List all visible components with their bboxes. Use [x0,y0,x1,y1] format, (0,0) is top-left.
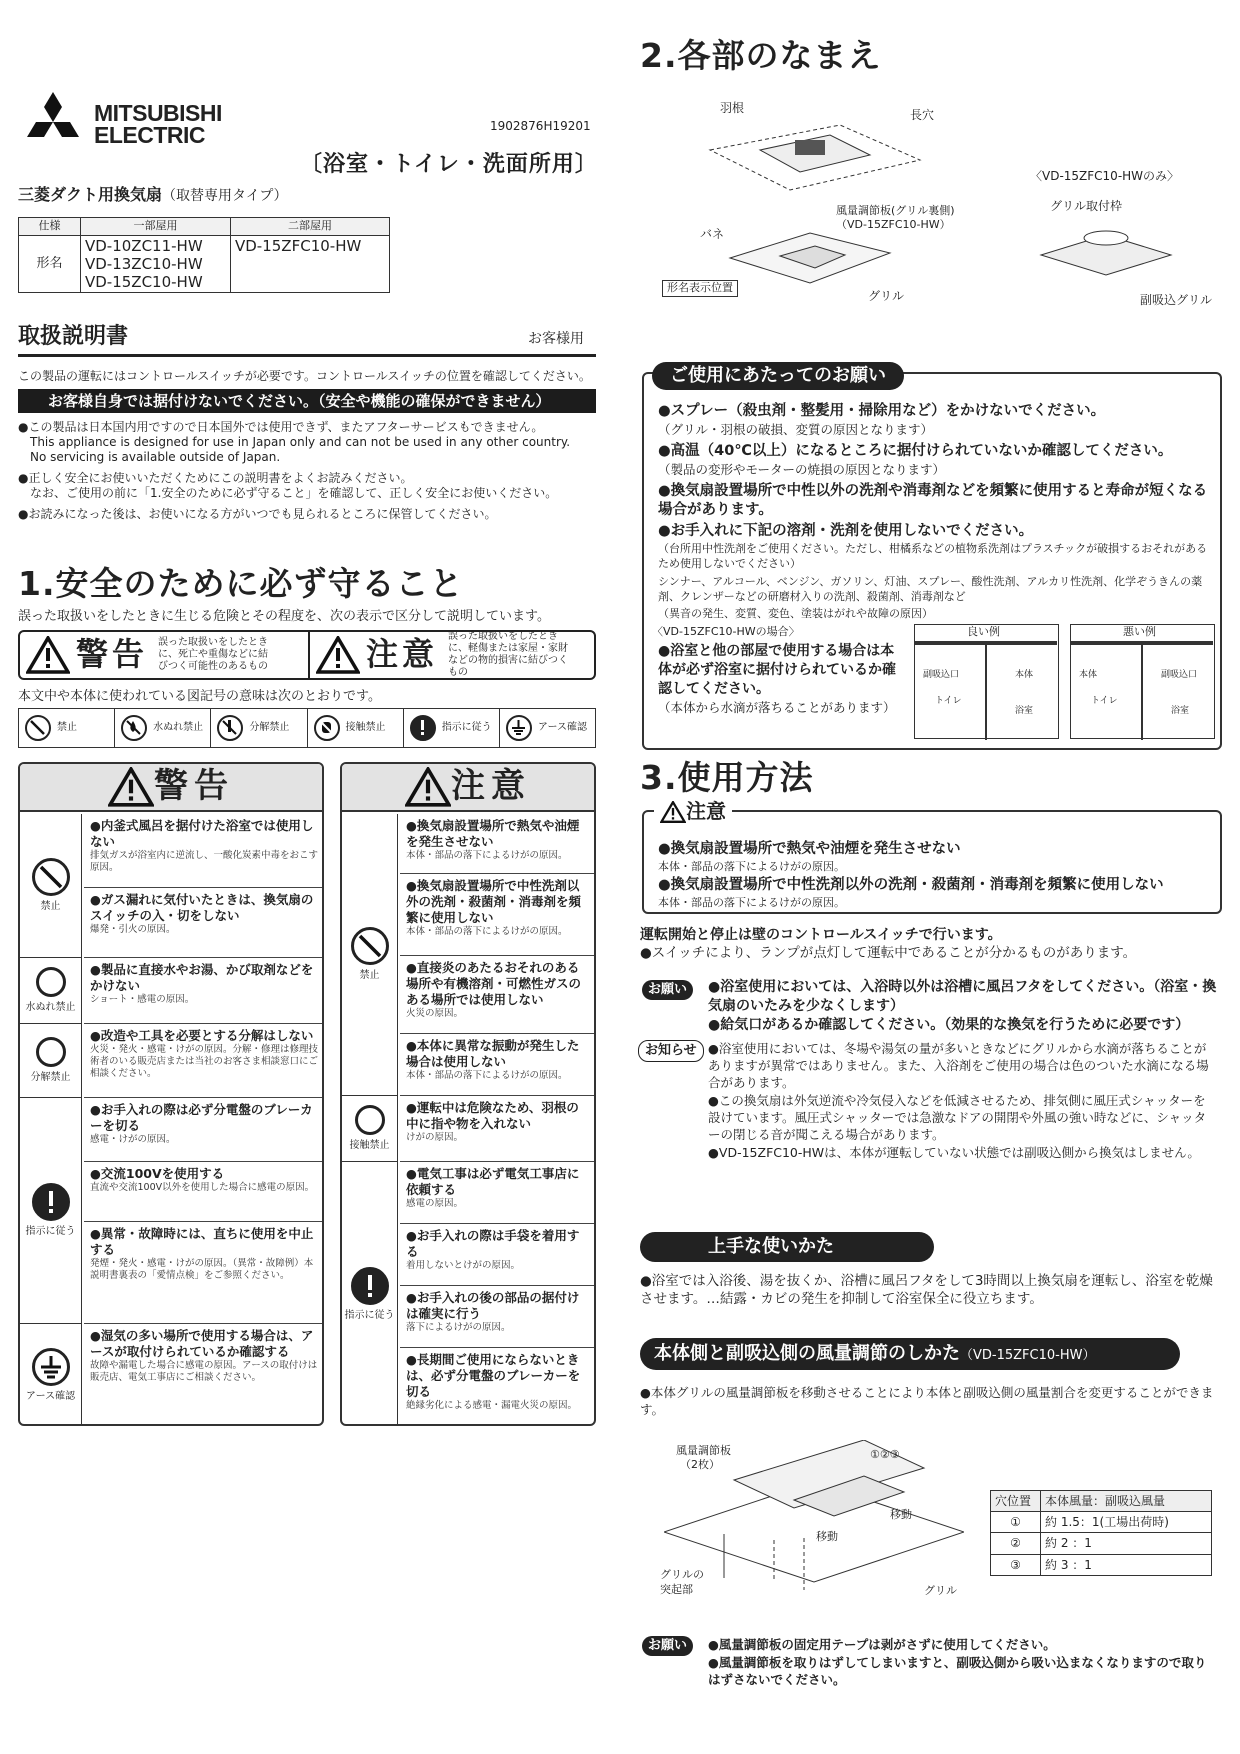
ratio-cell: ③ [991,1554,1041,1575]
request-heading: ●換気扇設置場所で中性以外の洗剤や消毒剤などを頻繁に使用すると寿命が短くなる場合があります。 [658,483,1208,518]
caution-panel-head [342,764,594,812]
item-heading: ●換気扇設置場所で中性洗剤以外の洗剤・殺菌剤・消毒剤を頻繁に使用しない [406,878,582,925]
warning-legend [26,636,306,674]
spec-table [18,217,390,293]
caution-legend [316,631,596,678]
item-heading: ●直接炎のあたるおそれのある場所や有機溶剤・可燃性ガスのある場所では使用しない [406,960,582,1007]
symbol-label: 水ぬれ禁止 [153,722,204,734]
request-item [658,482,1218,520]
ratio-cell: 約 2 ：1 [1041,1533,1212,1554]
notice-bar: お客様自身では据付けないでください。（安全や機能の確保ができません） [18,389,596,413]
item-subtext: 感電の原因。 [406,1198,464,1209]
symbol-label: 接触禁止 [345,722,386,734]
spec-header-spec: 仕様 [19,218,81,236]
caution-heading: ●換気扇設置場所で熱気や油煙を発生させない [658,841,961,857]
category-label: 接触禁止 [349,1139,390,1151]
label-name-plate: 形名表示位置 [662,280,738,297]
label-damper: 風量調節板(グリル裏側) [836,204,955,217]
ratio-row [991,1512,1212,1533]
category-no-disassembly [20,1024,82,1098]
caution-item [400,956,596,1034]
usage-caution-item [658,876,1218,910]
prohibited-icon [351,927,389,965]
label-grille: グリル [868,289,905,303]
zfc-item [658,642,898,716]
spec-row-label: 形名 [19,235,81,292]
adjust-title-bar [640,1338,1180,1370]
symbol-label: 禁止 [57,722,77,734]
warning-triangle-icon [26,636,70,674]
bad-example [1070,624,1215,739]
symbol-instruction [404,709,500,747]
warning-word: 警告 [76,635,149,674]
prohibited-icon [25,715,51,741]
wall-line [1141,645,1143,740]
item-subtext: 火災の原因。 [406,1008,464,1019]
request-subtext: （台所用中性洗剤をご使用ください。ただし、柑橘系などの植物系洗剤はプラスチックが破損するおそれがあるため使用しないでください） [658,542,1208,570]
label-two-pieces: （2枚） [680,1458,720,1471]
tips-text: ●浴室では入浴後、湯を抜くか、浴槽に風呂フタをして3時間以上換気扇を運転し、浴室を乾燥させます。…結露・カビの発生を抑制して浴室保全に役立ちます。 [640,1273,1213,1307]
symbol-label: 分解禁止 [249,722,290,734]
ratio-header-position: 穴位置 [991,1491,1041,1512]
caution-item [400,1348,596,1426]
intro-bullet: ●正しく安全にお使いいただくためにこの説明書をよくお読みください。 [18,471,413,485]
warning-item [84,1222,324,1324]
no-disassembly-icon [217,715,243,741]
item-heading: ●本体に異常な振動が発生した場合は使用しない [406,1038,580,1069]
model-name: VD-15ZC10-HW [85,272,203,291]
warning-item [84,1324,324,1426]
category-label: 禁止 [359,969,380,981]
tips-title: 上手な使いかた [640,1232,934,1262]
item-heading: ●お手入れの際は手袋を着用する [406,1228,580,1259]
item-heading: ●長期間ご使用にならないときは、必ず分電盤のブレーカーを切る [406,1352,581,1399]
category-label: 禁止 [40,900,61,912]
item-subtext: 直流や交流100V以外を使用した場合に感電の原因。 [90,1182,315,1193]
spec-header-two-room: 二部屋用 [231,218,390,236]
ratio-row [991,1533,1212,1554]
symbol-label: 指示に従う [441,722,492,734]
request-item [658,442,1218,478]
intro-bullet: ●この製品は日本国内用ですので日本国外では使用できず、またアフターサービスもできません。 [18,420,544,434]
warning-item [84,814,324,888]
caution-heading: ●換気扇設置場所で中性洗剤以外の洗剤・殺菌剤・消毒剤を頻繁に使用しない [658,877,1164,893]
zfc-heading: ●浴室と他の部屋で使用する場合は本体が必ず浴室に据付けられているか確認してください。 [658,643,896,697]
oshirase-item: ●VD-15ZFC10-HWは、本体が運転していない状態では副吸込側から換気はしません。 [708,1145,1200,1160]
instruction-icon [351,1267,389,1305]
item-heading: ●異常・故障時には、直ちに使用を中止する [90,1226,314,1257]
caution-item [400,1034,596,1096]
warning-description: 誤った取扱いをしたときに、死亡や重傷などに結びつく可能性のあるもの [158,637,269,672]
intro-bullet: No servicing is available outside of Japan. [30,450,281,464]
label-sub-inlet: 副吸込口 [1161,670,1198,680]
no-disassembly-icon [36,1037,66,1067]
warning-panel [18,762,324,1426]
request-subtext: （グリル・羽根の破損、変質の原因となります） [658,422,934,437]
caution-item [400,1096,596,1162]
caution-subtext: 本体・部品の落下によるけがの原因。 [658,896,845,909]
prohibited-icon [32,858,70,896]
intro-bullet: なお、ご使用の前に「1.安全のために必ず守ること」を確認して、正しく安全にお使いください。 [30,486,558,500]
item-heading: ●換気扇設置場所で熱気や油煙を発生させない [406,818,580,849]
grille-diagram [720,228,900,288]
oshirase-item: ●浴室使用においては、冬場や湯気の量が多いときなどにグリルから水滴が落ちることがありますが異常ではありません。また、入浴剤をご使用の場合は色のついた水滴になる場合があります。 [708,1041,1209,1090]
label-grille-frame: グリル取付枠 [1050,199,1123,213]
adjust-title: 本体側と副吸込側の風量調節のしかた [654,1343,960,1364]
good-example [914,624,1059,739]
section2-title: 2.各部のなまえ [640,36,882,75]
wall-line [985,645,987,740]
label-spring: バネ [700,227,725,241]
instruction-icon [32,1183,70,1221]
ground-icon [32,1348,70,1386]
category-prohibited [342,814,398,1096]
no-water-icon [121,715,147,741]
usage-label: 〔浴室・トイレ・洗面所用〕 [300,152,598,177]
item-heading: ●運転中は危険なため、羽根の中に指や物を入れない [406,1100,579,1131]
item-heading: ●電気工事は必ず電気工事店に依頼する [406,1166,580,1197]
usage-caution-box [642,810,1222,914]
item-subtext: 本体・部品の落下によるけがの原因。 [406,850,568,861]
ratio-cell: ② [991,1533,1041,1554]
model-name: VD-13ZC10-HW [85,254,203,273]
category-label: 指示に従う [344,1310,395,1322]
sub-grille-diagram [1036,220,1176,280]
caution-triangle-icon [316,636,360,674]
category-label: 水ぬれ禁止 [25,1001,76,1013]
category-label: 分解禁止 [30,1071,71,1083]
item-heading: ●製品に直接水やお湯、かび取剤などをかけない [90,962,314,993]
category-label: 指示に従う [25,1225,76,1237]
divider [308,632,310,678]
request-heading: ●スプレー（殺虫剤・整髪用・掃除用など）をかけないでください。 [658,403,1106,419]
caution-subtext: 本体・部品の落下によるけがの原因。 [658,860,845,873]
label-sub-grille: 副吸込グリル [1140,293,1213,307]
item-subtext: 絶縁劣化による感電・漏電火災の原因。 [406,1400,578,1411]
label-sub-inlet: 副吸込口 [923,670,960,680]
adjust-model: （VD-15ZFC10-HW） [960,1348,1096,1363]
item-subtext: 爆発・引火の原因。 [90,924,176,935]
onegai-tag: お願い [642,980,693,1000]
intro-bullet: This appliance is designed for use in Japan only and can not be used in any other country. [30,435,571,449]
item-heading: ●改造や工具を必要とする分解はしない [90,1028,314,1043]
ratio-cell: 約 1.5：1(工場出荷時) [1041,1512,1212,1533]
usage-requests-box [642,372,1222,750]
caution-panel-title: 注意 [451,766,531,807]
caution-triangle-icon [660,801,686,823]
item-heading: ●ガス漏れに気付いたときは、換気扇のスイッチの入・切をしない [90,892,314,923]
label-grille-bump: グリルの突起部 [660,1568,704,1596]
caution-item [400,814,596,874]
caution-item [400,1286,596,1348]
caution-item [400,874,596,956]
caution-triangle-icon [405,767,451,807]
usage-caution-head [654,798,732,825]
item-subtext: ショート・感電の原因。 [90,994,195,1005]
onegai-item: ●給気口があるか確認してください。（効果的な換気を行うために必要です） [708,1017,1190,1033]
item-subtext: 本体・部品の落下によるけがの原因。 [406,926,568,937]
label-body: 本体 [1079,670,1098,680]
symbol-no-touch [308,709,404,747]
adjust-description: ●本体グリルの風量調節板を移動させることにより本体と副吸込側の風量割合を変更することができます。 [640,1385,1214,1417]
item-subtext: 発煙・発火・感電・けがの原因。（異常・故障例）本説明書裏表の「愛情点検」をご参照ください。 [90,1258,314,1281]
ground-icon [506,715,532,741]
brand-line-2: ELECTRIC [94,122,205,148]
item-subtext: 着用しないとけがの原因。 [406,1260,521,1271]
label-only-note: 〈VD-15ZFC10-HWのみ〉 [1030,169,1180,183]
caution-description: 誤った取扱いをしたときに、軽傷または家屋・家財などの物的損害に結びつくもの [448,631,569,678]
symbol-legend [18,708,596,748]
oshirase-tag: お知らせ [638,1040,704,1062]
symbols-lead: 本文中や本体に使われている図記号の意味は次のとおりです。 [18,689,381,704]
ratio-header-ratio: 本体風量：副吸込風量 [1041,1491,1212,1512]
product-name: 三菱ダクト用換気扇 [18,185,163,204]
section1-lead: 誤った取扱いをしたときに生じる危険とその程度を、次の表示で区分して説明しています。 [18,609,550,624]
final-onegai-tag: お願い [642,1636,693,1656]
ceiling-fan-diagram [700,110,930,210]
category-no-touch [342,1096,398,1162]
hazard-legend [18,630,596,680]
onegai-item: ●浴室使用においては、入浴時以外は浴槽に風呂フタをしてください。（浴室・換気扇のいたみを少なくします） [708,979,1217,1014]
three-diamonds-icon [18,92,88,152]
item-subtext: 故障や漏電した場合に感電の原因。アースの取付けは販売店、電気工事店にご相談ください。 [90,1360,318,1383]
category-label: アース確認 [25,1391,76,1403]
category-instruction [342,1162,398,1426]
final-note: ●風量調節板を取りはずしてしまいますと、副吸込側から吸い込まなくなりますので取りはずさないでください。 [708,1655,1207,1687]
item-subtext: 感電・けがの原因。 [90,1134,176,1145]
label-toilet: トイレ [935,696,962,706]
caution-item [400,1162,596,1224]
good-label: 良い例 [967,625,1000,638]
caution-item [400,1224,596,1286]
warning-triangle-icon [108,767,154,807]
request-heading: ●お手入れに下記の溶剤・洗剤を使用しないでください。 [658,523,1034,539]
item-heading: ●交流100Vを使用する [90,1166,225,1181]
solvent-note: （異音の発生、変質、変色、塗装はがれや故障の原因） [658,607,933,620]
zfc-label: 〈VD-15ZFC10-HWの場合〉 [652,625,800,638]
section1-title: 1.安全のために必ず守ること [18,564,464,603]
mitsubishi-logo [18,92,318,154]
category-no-water [20,958,82,1024]
warning-item [84,1098,324,1162]
intro-bullets [18,420,603,526]
instruction-icon [410,715,436,741]
airflow-ratio-table [990,1490,1212,1576]
brand-line-1: MITSUBISHI [94,100,222,126]
caution-word: 注意 [366,635,439,674]
category-instruction [20,1098,82,1324]
section3-title: 3.使用方法 [640,758,814,797]
requests-title: ご使用にあたってのお願い [652,362,904,390]
request-subtext: （製品の変形やモーターの焼損の原因となります） [658,462,946,477]
label-long-hole: 長穴 [910,108,935,122]
operation-note: ●スイッチにより、ランプが点灯して運転中であることが分かるものがあります。 [640,945,1137,961]
label-body: 本体 [1015,670,1034,680]
item-heading: ●湿気の多い場所で使用する場合は、アースが取付けられているか確認する [90,1328,314,1359]
no-water-icon [36,967,66,997]
zfc-subtext: （本体から水滴が落ちることがあります） [658,700,896,715]
intro-bullet: ●お読みになった後は、お使いになる方がいつでも見られるところに保管してください。 [18,507,497,521]
label-move: 移動 [890,1508,912,1521]
warning-item [84,888,324,958]
item-heading: ●お手入れの際は必ず分電盤のブレーカーを切る [90,1102,313,1133]
item-subtext: 排気ガスが浴室内に逆流し、一酸化炭素中毒をおこす原因。 [90,850,319,873]
bad-label: 悪い例 [1123,625,1156,638]
label-bath: 浴室 [1015,706,1034,716]
product-title [18,184,287,206]
symbol-no-water [115,709,211,747]
label-bath: 浴室 [1171,706,1190,716]
label-damper-plate: 風量調節板 [676,1444,731,1457]
item-subtext: けがの原因。 [406,1132,464,1143]
symbol-ground [500,709,595,747]
manual-title: 取扱説明書 [18,324,129,349]
ratio-cell: ① [991,1512,1041,1533]
symbol-no-disassembly [211,709,307,747]
item-subtext: 火災・発火・感電・けがの原因。分解・修理は修理技術者のいる販売店または当社のお客さま相談窓口にご相談ください。 [90,1044,319,1079]
symbol-label: アース確認 [537,722,588,734]
warning-item [84,1162,324,1222]
audience-label: お客様用 [528,331,584,347]
warning-panel-title: 警告 [154,766,234,807]
switch-note: この製品の運転にはコントロールスイッチが必要です。コントロールスイッチの位置を確認してください。 [18,369,591,383]
item-heading: ●お手入れの後の部品の据付けは確実に行う [406,1290,580,1321]
category-prohibited [20,814,82,958]
no-touch-icon [355,1105,385,1135]
usage-caution-item [658,840,1218,874]
label-grille: グリル [924,1584,957,1597]
operation-heading: 運転開始と停止は壁のコントロールスイッチで行います。 [640,927,1002,943]
caution-panel [340,762,596,1426]
label-blade: 羽根 [720,101,745,115]
solvent-list: シンナー、アルコール、ベンジン、ガソリン、灯油、スプレー、酸性洗剤、アルカリ性洗剤、化学ぞうきんの薬剤、クレンザーなどの研磨材入りの洗剤、殺菌剤、消毒剤など [658,575,1203,603]
final-note: ●風量調節板の固定用テープは剥がさずに使用してください。 [708,1637,1056,1652]
warning-item [84,958,324,1024]
label-move: 移動 [816,1530,838,1543]
product-subtitle: （取替専用タイプ） [162,188,288,204]
ratio-row [991,1554,1212,1575]
request-heading: ●高温（40℃以上）になるところに据付けられていないか確認してください。 [658,443,1173,459]
oshirase-item: ●この換気扇は外気逆流や冷気侵入などを低減させるため、排気側に風圧式シャッターを設けています。風圧式シャッターでは急激なドアの開閉や外風の強い時などに、シャッターの閉じる音が聞こえる場合があります。 [708,1093,1207,1142]
category-ground [20,1324,82,1426]
model-name-two-room: VD-15ZFC10-HW [235,236,362,255]
model-name: VD-10ZC11-HW [85,236,203,255]
item-subtext: 落下によるけがの原因。 [406,1322,511,1333]
document-number: 1902876H19201 [490,119,591,133]
label-toilet: トイレ [1091,696,1118,706]
request-item [658,402,1218,438]
label-hole-numbers: ①②③ [870,1448,900,1461]
no-touch-icon [314,715,340,741]
divider [18,354,596,357]
symbol-prohibited [19,709,115,747]
ratio-cell: 約 3 ：1 [1041,1554,1212,1575]
usage-caution-title: 注意 [686,799,726,823]
request-item [658,522,1218,571]
item-subtext: 本体・部品の落下によるけがの原因。 [406,1070,568,1081]
label-damper-model: （VD-15ZFC10-HW） [836,218,951,231]
warning-panel-head [20,764,322,812]
warning-item [84,1024,324,1098]
spec-header-one-room: 一部屋用 [81,218,231,236]
item-heading: ●内釜式風呂を据付けた浴室では使用しない [90,818,314,849]
